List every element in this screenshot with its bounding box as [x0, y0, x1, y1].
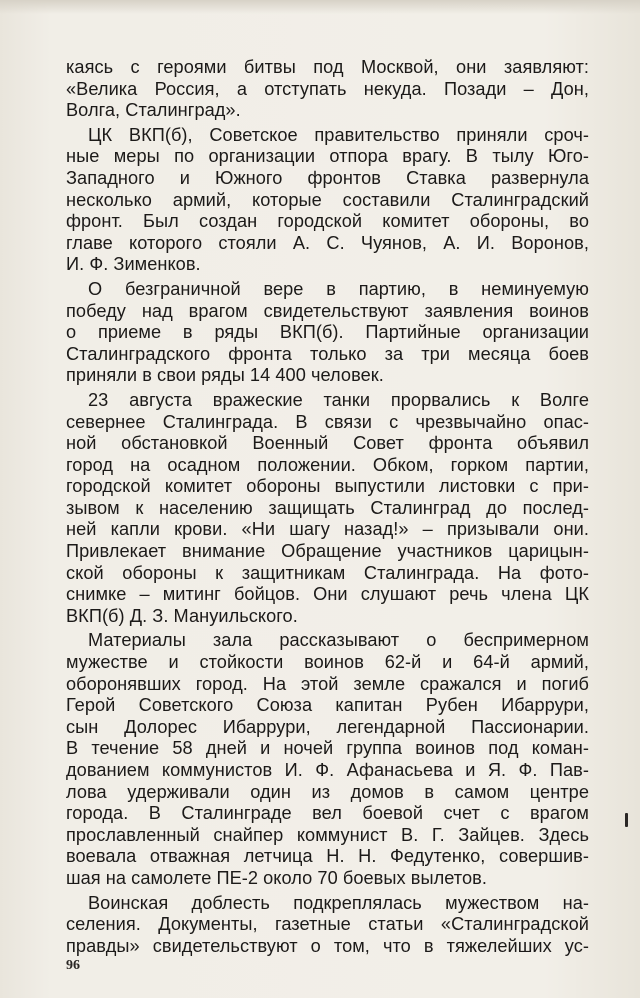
text-line: лова удерживали один из домов в самом центре: [66, 781, 589, 802]
paragraph: [66, 893, 589, 958]
text-line: 23 августа вражеские танки прорвались к Волге: [88, 389, 589, 410]
text-line: «Велика Россия, а отступать некуда. Позади – Дон,: [66, 78, 589, 99]
text-line: зывом к населению защищать Сталинград до послед-: [66, 497, 589, 518]
text-line: воевала отважная летчица Н. Н. Федутенко, совершив-: [66, 846, 589, 867]
text-line: каясь с героями битвы под Москвой, они заявляют:: [66, 57, 589, 77]
paragraph: [66, 57, 589, 122]
page-top-shadow: [0, 0, 640, 14]
text-line: Воинская доблесть подкреплялась мужеством на-: [88, 892, 589, 913]
text-line: ней капли крови. «Ни шагу назад!» – призывали они.: [66, 519, 589, 540]
text-line: о приеме в ряды ВКП(б). Партийные организации: [66, 322, 589, 343]
text-line: ской обороны к защитникам Сталинграда. На фото-: [66, 562, 589, 583]
text-line: правды» свидетельствуют о том, что в тяжелейших ус-: [66, 935, 589, 956]
text-line: снимке – митинг бойцов. Они слушают речь члена ЦК: [66, 584, 589, 605]
text-line: ВКП(б) Д. З. Мануильского.: [66, 605, 298, 626]
text-line: города. В Сталинграде вел боевой счет с врагом: [66, 803, 589, 824]
margin-mark: [625, 813, 628, 827]
paragraph: [66, 125, 589, 276]
body-text: [66, 57, 589, 957]
paragraph: [66, 390, 589, 628]
text-line: сын Долорес Ибаррури, легендарной Пассионарии.: [66, 716, 589, 737]
text-line: ные меры по организации отпора врагу. В тылу Юго-: [66, 146, 589, 167]
text-line: победу над врагом свидетельствуют заявления воинов: [66, 300, 589, 321]
page-number: 96: [66, 958, 80, 973]
text-line: несколько армий, которые составили Сталинградский: [66, 189, 589, 210]
text-line: В течение 58 дней и ночей группа воинов под коман-: [66, 738, 589, 759]
text-line: Привлекает внимание Обращение участников царицын-: [66, 541, 589, 562]
text-line: фронт. Был создан городской комитет обороны, во: [66, 211, 589, 232]
text-line: городской комитет обороны выпустили листовки с при-: [66, 476, 589, 497]
paragraph: [66, 279, 589, 387]
text-line: Сталинградского фронта только за три месяца боев: [66, 343, 589, 364]
text-line: О безграничной вере в партию, в неминуемую: [88, 278, 589, 299]
text-line: приняли в свои ряды 14 400 человек.: [66, 365, 384, 386]
text-line: ной обстановкой Военный Совет фронта объявил: [66, 433, 589, 454]
text-line: дованием коммунистов И. Ф. Афанасьева и Я. Ф. Пав-: [66, 760, 589, 780]
text-line: город на осадном положении. Обком, горком партии,: [66, 454, 589, 475]
text-line: И. Ф. Зименков.: [66, 254, 201, 275]
text-line: севернее Сталинграда. В связи с чрезвычайно опас-: [66, 411, 589, 432]
text-line: Материалы зала рассказывают о беспримерном: [88, 630, 589, 651]
text-line: шая на самолете ПЕ-2 около 70 боевых вылетов.: [66, 867, 487, 888]
text-line: оборонявших город. На этой земле сражался и погиб: [66, 673, 589, 694]
text-line: мужестве и стойкости воинов 62-й и 64-й армий,: [66, 652, 589, 673]
text-line: ЦК ВКП(б), Советское правительство приняли сроч-: [88, 124, 589, 145]
text-line: селения. Документы, газетные статьи «Сталинградской: [66, 914, 589, 935]
text-line: прославленный снайпер коммунист В. Г. Зайцев. Здесь: [66, 824, 589, 845]
paragraph: [66, 630, 589, 889]
text-line: главе которого стояли А. С. Чуянов, А. И. Воронов,: [66, 232, 589, 253]
text-line: Волга, Сталинград».: [66, 100, 241, 121]
text-line: Герой Советского Союза капитан Рубен Ибаррури,: [66, 695, 589, 716]
text-line: Западного и Южного фронтов Ставка развернула: [66, 167, 589, 188]
